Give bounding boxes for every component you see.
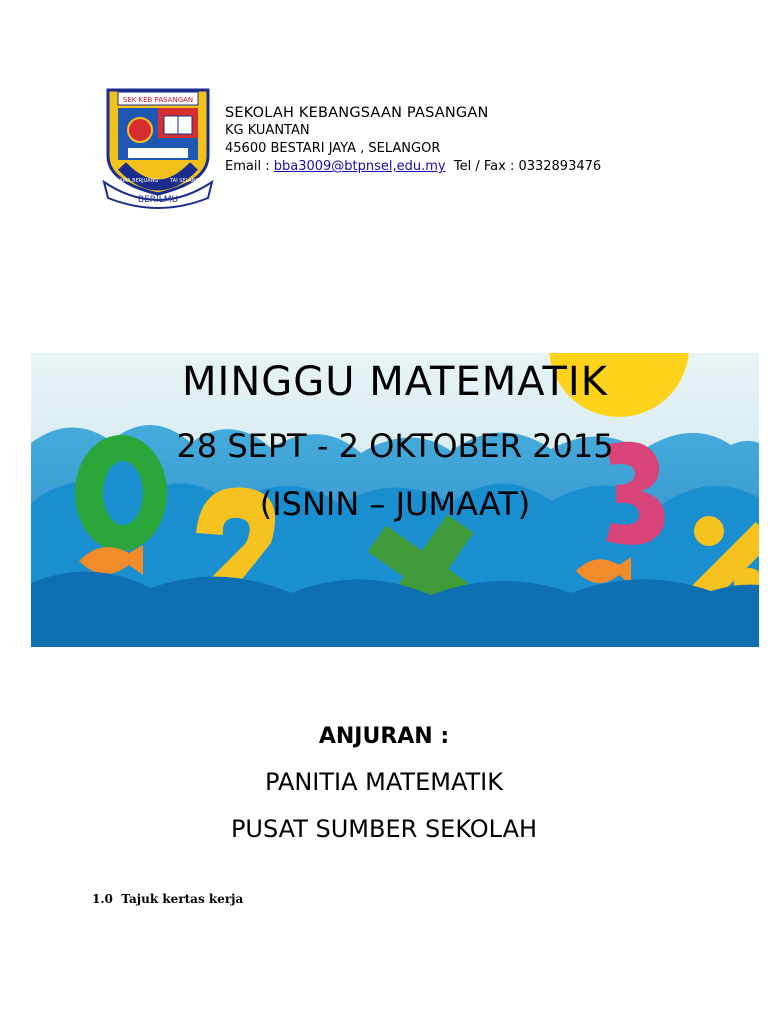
tel-fax: Tel / Fax : 0332893476 xyxy=(453,159,602,174)
address-line-2: 45600 BESTARI JAYA , SELANGOR xyxy=(225,141,441,156)
letterhead xyxy=(225,104,601,176)
section-heading xyxy=(92,892,243,906)
organiser-heading: ANJURAN : xyxy=(318,724,450,749)
crest-arc-left-text: BERSAMA BERJUANG xyxy=(106,178,159,184)
section-number: 1.0 xyxy=(92,892,113,906)
crest-arc-right-text: TAI SELANGOR xyxy=(170,178,207,184)
organiser-line-2: PUSAT SUMBER SEKOLAH xyxy=(230,815,538,843)
section-title: Tajuk kertas kerja xyxy=(121,892,244,906)
event-banner xyxy=(31,353,759,647)
banner-days: (ISNIN – JUMAAT) xyxy=(259,485,531,523)
email-link[interactable]: bba3009@btpnsel,edu.my xyxy=(273,159,446,174)
email-label: Email : xyxy=(225,159,274,174)
school-crest-logo xyxy=(100,86,216,210)
crest-banner-text: SEK KEB PASANGAN xyxy=(122,96,194,104)
banner-title: MINGGU MATEMATIK xyxy=(182,359,608,405)
address-line-1: KG KUANTAN xyxy=(225,123,310,138)
crest-ribbon-text: BERILMU xyxy=(137,195,179,205)
banner-dates: 28 SEPT - 2 OKTOBER 2015 xyxy=(176,427,614,465)
contact-line xyxy=(225,158,601,176)
school-name: SEKOLAH KEBANGSAAN PASANGAN xyxy=(225,105,489,121)
organiser-line-1: PANITIA MATEMATIK xyxy=(265,768,503,796)
